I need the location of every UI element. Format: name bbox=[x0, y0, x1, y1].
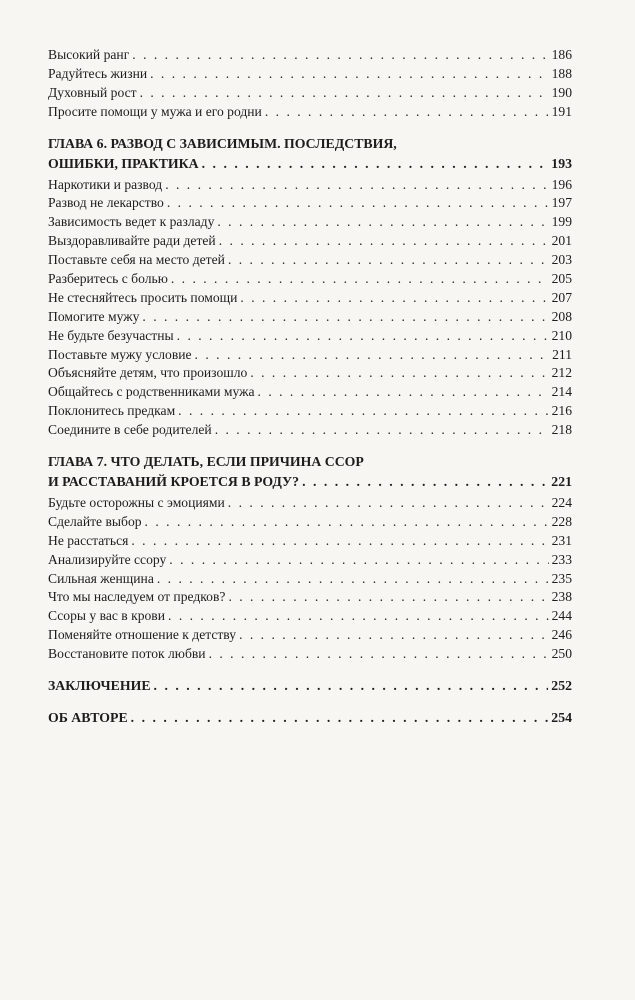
entry-title: Поставьте мужу условие bbox=[48, 346, 192, 362]
toc-entry[interactable] bbox=[48, 346, 572, 365]
dot-leader bbox=[131, 532, 548, 551]
toc-entry[interactable] bbox=[48, 421, 572, 440]
dot-leader bbox=[177, 327, 549, 346]
entry-title: Выздоравливайте ради детей bbox=[48, 233, 216, 249]
chapter-title-line1: ГЛАВА 7. ЧТО ДЕЛАТЬ, ЕСЛИ ПРИЧИНА ССОР bbox=[48, 454, 364, 470]
toc-entry[interactable] bbox=[48, 213, 572, 232]
entry-page: 250 bbox=[551, 646, 572, 662]
entry-page: 186 bbox=[551, 47, 572, 62]
toc-entry[interactable] bbox=[48, 327, 572, 346]
dot-leader bbox=[178, 402, 548, 421]
entry-page: 207 bbox=[551, 289, 572, 305]
toc-entry[interactable] bbox=[48, 65, 572, 84]
toc-entry[interactable] bbox=[48, 626, 572, 645]
entry-page: 197 bbox=[551, 195, 572, 211]
entry-title: Помогите мужу bbox=[48, 308, 140, 324]
dot-leader bbox=[131, 708, 549, 728]
entry-page: 235 bbox=[551, 570, 572, 586]
toc-entry[interactable] bbox=[48, 494, 572, 513]
toc-entry[interactable] bbox=[48, 588, 572, 607]
dot-leader bbox=[142, 308, 548, 327]
chapter-page: 221 bbox=[551, 474, 572, 490]
chapter-title-line1: ГЛАВА 6. РАЗВОД С ЗАВИСИМЫМ. ПОСЛЕДСТВИЯ, bbox=[48, 135, 397, 151]
entry-page: 216 bbox=[551, 403, 572, 419]
entry-title: Зависимость ведет к разладу bbox=[48, 214, 215, 230]
entry-title: Восстановите поток любви bbox=[48, 646, 206, 662]
entry-page: 188 bbox=[551, 65, 572, 81]
entry-page: 231 bbox=[551, 532, 572, 548]
entry-title: Будьте осторожны с эмоциями bbox=[48, 495, 225, 511]
dot-leader bbox=[171, 270, 549, 289]
entry-title: Соедините в себе родителей bbox=[48, 422, 212, 438]
toc-entry[interactable] bbox=[48, 402, 572, 421]
dot-leader bbox=[195, 346, 550, 365]
dot-leader bbox=[240, 289, 548, 308]
dot-leader bbox=[217, 213, 548, 232]
toc-entry[interactable] bbox=[48, 251, 572, 270]
chapter-title-line2-row bbox=[48, 154, 572, 174]
entry-title: Что мы наследуем от предков? bbox=[48, 589, 226, 605]
entry-page: 244 bbox=[551, 608, 572, 624]
entry-title: Анализируйте ссору bbox=[48, 551, 167, 567]
toc-entry[interactable] bbox=[48, 84, 572, 103]
toc-entry[interactable] bbox=[48, 103, 572, 122]
dot-leader bbox=[202, 154, 549, 174]
entry-page: 228 bbox=[551, 513, 572, 529]
toc-entry[interactable] bbox=[48, 176, 572, 195]
entry-page: 208 bbox=[551, 308, 572, 324]
dot-leader bbox=[228, 251, 549, 270]
entry-title: Духовный рост bbox=[48, 84, 137, 100]
toc-entry[interactable] bbox=[48, 570, 572, 589]
entry-title: Сильная женщина bbox=[48, 570, 154, 586]
dot-leader bbox=[258, 383, 549, 402]
table-of-contents bbox=[48, 46, 572, 728]
entry-page: 196 bbox=[551, 176, 572, 192]
entry-title: Поменяйте отношение к детству bbox=[48, 627, 237, 643]
dot-leader bbox=[228, 494, 549, 513]
chapter-7-heading[interactable] bbox=[48, 452, 572, 492]
entry-page: 212 bbox=[551, 365, 572, 381]
dot-leader bbox=[132, 46, 548, 65]
toc-entry[interactable] bbox=[48, 46, 572, 65]
entry-title: Поклонитесь предкам bbox=[48, 403, 176, 419]
toc-entry[interactable] bbox=[48, 645, 572, 664]
entry-page: 210 bbox=[551, 327, 572, 343]
dot-leader bbox=[219, 232, 549, 251]
about-author-page: 254 bbox=[551, 710, 572, 726]
dot-leader bbox=[302, 472, 548, 492]
entry-title: Радуйтесь жизни bbox=[48, 65, 148, 81]
chapter-7-entries bbox=[48, 494, 572, 664]
entry-page: 218 bbox=[551, 422, 572, 438]
conclusion-row bbox=[48, 676, 572, 696]
chapter-6-heading[interactable] bbox=[48, 134, 572, 174]
toc-entry[interactable] bbox=[48, 551, 572, 570]
toc-entry[interactable] bbox=[48, 194, 572, 213]
chapter-page: 193 bbox=[551, 155, 572, 171]
dot-leader bbox=[154, 676, 549, 696]
entry-page: 224 bbox=[551, 495, 572, 511]
toc-entry[interactable] bbox=[48, 513, 572, 532]
entry-page: 214 bbox=[551, 384, 572, 400]
entry-page: 238 bbox=[551, 589, 572, 605]
entry-page: 233 bbox=[551, 551, 572, 567]
toc-entry[interactable] bbox=[48, 532, 572, 551]
entry-page: 203 bbox=[551, 252, 572, 268]
toc-entry[interactable] bbox=[48, 270, 572, 289]
entry-title: Разберитесь с болью bbox=[48, 271, 168, 287]
dot-leader bbox=[157, 570, 549, 589]
dot-leader bbox=[165, 176, 548, 195]
chapter-6-entries bbox=[48, 176, 572, 440]
toc-entry[interactable] bbox=[48, 383, 572, 402]
toc-entry[interactable] bbox=[48, 232, 572, 251]
dot-leader bbox=[140, 84, 549, 103]
dot-leader bbox=[239, 626, 549, 645]
entry-title: Поставьте себя на место детей bbox=[48, 252, 225, 268]
about-author-title: ОБ АВТОРЕ bbox=[48, 710, 128, 726]
entry-page: 246 bbox=[551, 627, 572, 643]
toc-entry[interactable] bbox=[48, 289, 572, 308]
entry-page: 190 bbox=[551, 84, 572, 100]
about-author-row bbox=[48, 708, 572, 728]
entry-page: 205 bbox=[551, 271, 572, 287]
entry-title: Не расстаться bbox=[48, 532, 129, 548]
entry-title: Сделайте выбор bbox=[48, 513, 142, 529]
about-author-heading[interactable] bbox=[48, 708, 572, 728]
toc-entry[interactable] bbox=[48, 308, 572, 327]
entry-page: 191 bbox=[551, 103, 572, 119]
chapter-title-line2: ОШИБКИ, ПРАКТИКА bbox=[48, 155, 199, 171]
entry-title: Ссоры у вас в крови bbox=[48, 608, 166, 624]
conclusion-title: ЗАКЛЮЧЕНИЕ bbox=[48, 678, 151, 694]
toc-entry[interactable] bbox=[48, 364, 572, 383]
dot-leader bbox=[250, 364, 548, 383]
toc-section-top bbox=[48, 46, 572, 122]
entry-title: Просите помощи у мужа и его родни bbox=[48, 103, 262, 119]
dot-leader bbox=[168, 607, 549, 626]
entry-title: Не стесняйтесь просить помощи bbox=[48, 289, 238, 305]
entry-page: 199 bbox=[551, 214, 572, 230]
entry-title: Развод не лекарство bbox=[48, 195, 164, 211]
entry-title: Объясняйте детям, что произошло bbox=[48, 365, 248, 381]
entry-page: 211 bbox=[552, 346, 572, 362]
entry-title: Наркотики и развод bbox=[48, 176, 163, 192]
chapter-title-line2: И РАССТАВАНИЙ КРОЕТСЯ В РОДУ? bbox=[48, 474, 300, 490]
dot-leader bbox=[228, 588, 548, 607]
toc-entry[interactable] bbox=[48, 607, 572, 626]
dot-leader bbox=[209, 645, 549, 664]
dot-leader bbox=[167, 194, 549, 213]
dot-leader bbox=[215, 421, 549, 440]
dot-leader bbox=[145, 513, 549, 532]
entry-title: Общайтесь с родственниками мужа bbox=[48, 384, 255, 400]
dot-leader bbox=[169, 551, 548, 570]
conclusion-page: 252 bbox=[551, 678, 572, 694]
dot-leader bbox=[150, 65, 548, 84]
dot-leader bbox=[265, 103, 549, 122]
chapter-title-line2-row bbox=[48, 472, 572, 492]
conclusion-heading[interactable] bbox=[48, 676, 572, 696]
entry-title: Не будьте безучастны bbox=[48, 327, 174, 343]
entry-title: Высокий ранг bbox=[48, 47, 130, 62]
entry-page: 201 bbox=[551, 233, 572, 249]
